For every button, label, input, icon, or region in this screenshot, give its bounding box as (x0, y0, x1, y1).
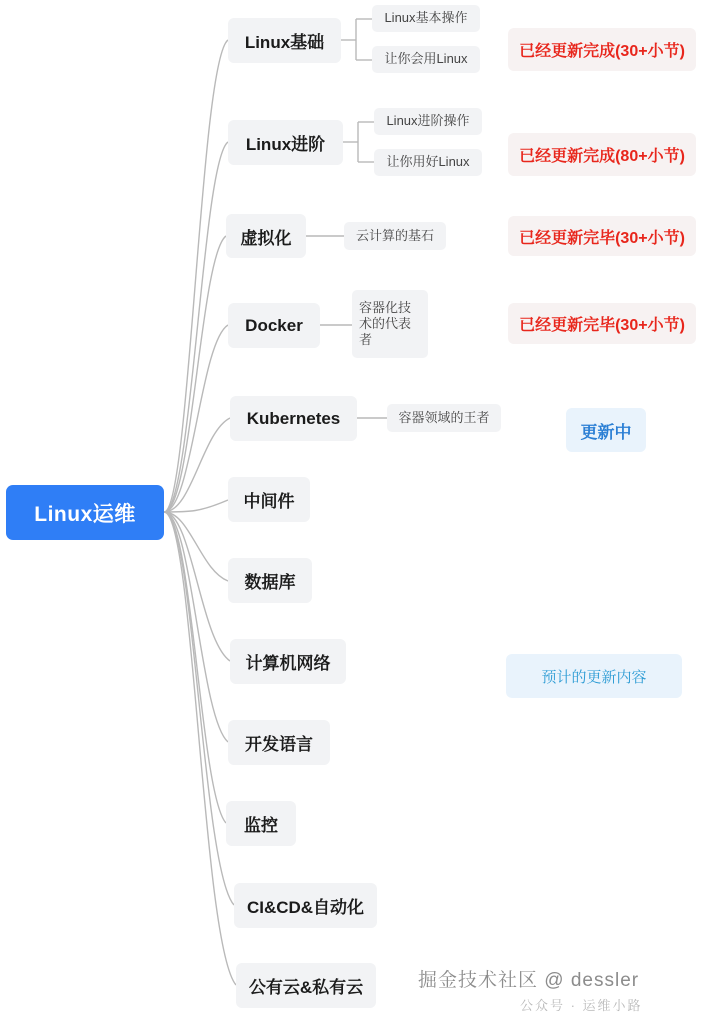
branch-label: 数据库 (244, 573, 296, 592)
leaf-label: 云计算的基石 (355, 227, 434, 243)
branch-label: 监控 (244, 816, 278, 835)
status-label: 已经更新完毕(30+小节) (519, 317, 685, 334)
status-label: 预计的更新内容 (541, 668, 647, 686)
branch-label: Docker (245, 315, 303, 335)
branch-node-monitoring[interactable] (226, 801, 296, 846)
branch-label: Linux基础 (244, 33, 325, 52)
branch-node-database[interactable] (228, 558, 312, 603)
status-badge-docker[interactable] (508, 303, 696, 344)
leaf-node-use-linux[interactable] (372, 46, 480, 73)
branch-node-virtualization[interactable] (226, 214, 306, 258)
leaf-node-linux-basic-ops[interactable] (372, 5, 480, 32)
branch-node-middleware[interactable] (228, 477, 310, 522)
branch-node-linux-basics[interactable] (228, 18, 341, 63)
root-node[interactable] (6, 485, 164, 540)
branch-node-kubernetes[interactable] (230, 396, 357, 441)
branch-label: 公有云&私有云 (248, 978, 364, 997)
branch-label: CI&CD&自动化 (246, 898, 365, 917)
branch-label: 开发语言 (245, 735, 313, 754)
status-label: 更新中 (580, 422, 632, 442)
branch-label: 计算机网络 (245, 654, 331, 673)
leaf-node-cloud-cornerstone[interactable] (344, 222, 446, 250)
branch-label: Linux进阶 (245, 135, 326, 154)
branch-node-cicd-automation[interactable] (234, 883, 377, 928)
status-badge-linux-basics[interactable] (508, 28, 696, 71)
status-label: 已经更新完毕(30+小节) (519, 229, 685, 247)
leaf-label: 容器化技术的代表者 (359, 299, 412, 348)
leaf-node-master-linux[interactable] (374, 149, 482, 176)
leaf-label: Linux基本操作 (384, 10, 468, 26)
leaf-label: 容器领域的王者 (398, 409, 490, 425)
leaf-node-container-tech[interactable] (352, 290, 428, 358)
leaf-node-linux-advanced-ops[interactable] (374, 108, 482, 135)
branch-node-docker[interactable] (228, 303, 320, 348)
status-label: 已经更新完成(80+小节) (519, 148, 685, 165)
status-label: 已经更新完成(30+小节) (519, 43, 685, 60)
root-node-label: Linux运维 (34, 502, 136, 526)
leaf-label: 让你用好Linux (386, 154, 470, 170)
status-badge-kubernetes[interactable] (566, 408, 646, 452)
status-badge-linux-advanced[interactable] (508, 133, 696, 176)
leaf-label: 让你会用Linux (384, 51, 468, 67)
branch-node-computer-network[interactable] (230, 639, 346, 684)
status-badge-planned[interactable] (506, 654, 682, 698)
branch-node-public-private-cloud[interactable] (236, 963, 376, 1008)
branch-label: Kubernetes (246, 408, 341, 428)
watermark-sub: 公众号 · 运维小路 (520, 998, 643, 1013)
branch-label: 中间件 (243, 492, 295, 511)
branch-label: 虚拟化 (240, 228, 292, 248)
leaf-node-container-king[interactable] (387, 404, 501, 432)
leaf-label: Linux进阶操作 (386, 113, 470, 129)
watermark-main: 掘金技术社区 @ dessler (418, 970, 640, 991)
branch-node-programming-language[interactable] (228, 720, 330, 765)
status-badge-virtualization[interactable] (508, 216, 696, 256)
branch-node-linux-advanced[interactable] (228, 120, 343, 165)
